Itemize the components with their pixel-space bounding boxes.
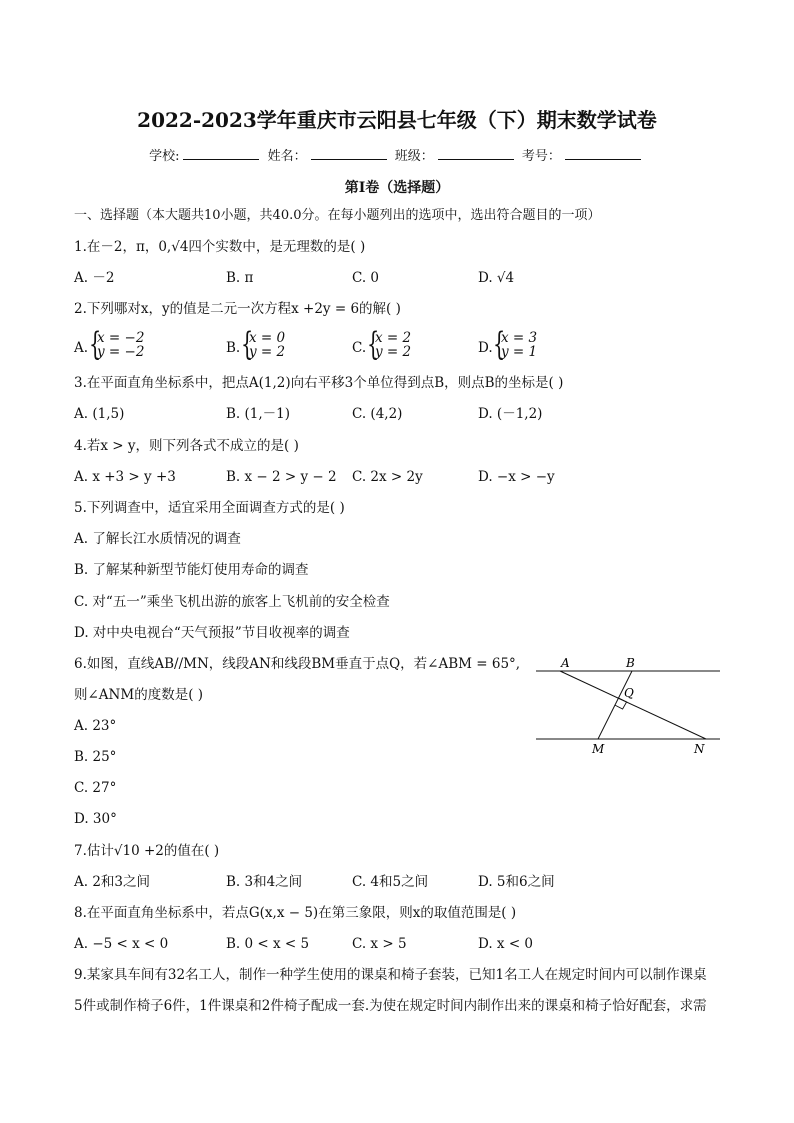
q2-c-eq1: x = 2 xyxy=(375,330,412,346)
q2-d-label: D. xyxy=(478,340,493,356)
question-9-line2: 5件或制作椅子6件，1件课桌和2件椅子配成一套.为使在规定时间内制作出来的课桌和椅子恰好配套，求需 xyxy=(74,998,707,1014)
q8-option-d[interactable]: D. x < 0 xyxy=(478,936,534,952)
label-m: M xyxy=(592,742,605,756)
section-heading: 第Ⅰ卷（选择题） xyxy=(344,180,450,196)
q1-option-c[interactable]: C. 0 xyxy=(352,270,380,286)
part-instructions: 一、选择题（本大题共10小题，共40.0分。在每小题列出的选项中，选出符合题目的一项） xyxy=(74,208,601,223)
q8-option-a[interactable]: A. −5 < x < 0 xyxy=(74,936,169,952)
q2-c-eq2: y = 2 xyxy=(375,344,412,360)
q5-option-a[interactable]: A. 了解长江水质情况的调查 xyxy=(74,531,241,547)
q7-option-a[interactable]: A. 2和3之间 xyxy=(74,874,151,890)
q5-option-b[interactable]: B. 了解某种新型节能灯使用寿命的调查 xyxy=(74,562,309,578)
question-5-stem: 5.下列调查中，适宜采用全面调查方式的是( ) xyxy=(74,500,345,516)
q2-a-eq1: x = −2 xyxy=(97,330,145,346)
q1-option-b[interactable]: B. π xyxy=(226,270,254,286)
q2-c-label: C. xyxy=(352,340,367,356)
q1-option-d[interactable]: D. √4 xyxy=(478,270,515,286)
q7-option-b[interactable]: B. 3和4之间 xyxy=(226,874,303,890)
q2-a-label: A. xyxy=(74,340,89,356)
exam-title: 2022-2023学年重庆市云阳县七年级（下）期末数学试卷 xyxy=(137,108,657,132)
q5-option-d[interactable]: D. 对中央电视台“天气预报”节目收视率的调查 xyxy=(74,625,350,641)
q6-option-b[interactable]: B. 25° xyxy=(74,749,117,765)
question-1-stem: 1.在－2，π，0,√4四个实数中，是无理数的是( ) xyxy=(74,239,366,255)
q1-option-a[interactable]: A. －2 xyxy=(74,270,115,286)
class-label: 班级： xyxy=(394,149,434,164)
q7-option-c[interactable]: C. 4和5之间 xyxy=(352,874,429,890)
q2-b-eq2: y = 2 xyxy=(249,344,286,360)
segment-an xyxy=(560,671,706,739)
q6-option-c[interactable]: C. 27° xyxy=(74,780,117,796)
brace-icon: { xyxy=(89,325,102,363)
school-label: 学校: xyxy=(149,149,180,164)
q4-option-c[interactable]: C. 2x > 2y xyxy=(352,469,423,485)
q2-b-eq1: x = 0 xyxy=(249,330,286,346)
brace-icon: { xyxy=(493,325,506,363)
q6-option-a[interactable]: A. 23° xyxy=(74,718,117,734)
name-label: 姓名： xyxy=(267,149,307,164)
label-a: A xyxy=(561,656,570,670)
student-info-line xyxy=(0,145,794,164)
q8-option-c[interactable]: C. x > 5 xyxy=(352,936,407,952)
brace-icon: { xyxy=(367,325,380,363)
q7-option-d[interactable]: D. 5和6之间 xyxy=(478,874,555,890)
label-b: B xyxy=(626,656,635,670)
q4-option-b[interactable]: B. x − 2 > y − 2 xyxy=(226,469,337,485)
question-4-stem: 4.若x > y，则下列各式不成立的是( ) xyxy=(74,438,299,454)
q3-option-c[interactable]: C. (4,2) xyxy=(352,406,403,422)
number-blank[interactable] xyxy=(565,147,641,160)
question-3-stem: 3.在平面直角坐标系中，把点A(1,2)向右平移3个单位得到点B，则点B的坐标是( ) xyxy=(74,375,564,391)
q4-option-d[interactable]: D. −x > −y xyxy=(478,469,555,485)
q5-option-c[interactable]: C. 对“五一”乘坐飞机出游的旅客上飞机前的安全检查 xyxy=(74,594,390,610)
q3-option-a[interactable]: A. (1,5) xyxy=(74,406,125,422)
label-q: Q xyxy=(624,686,634,700)
q2-d-eq1: x = 3 xyxy=(501,330,538,346)
question-2-stem: 2.下列哪对x，y的值是二元一次方程x +2y = 6的解( ) xyxy=(74,301,401,317)
q8-option-b[interactable]: B. 0 < x < 5 xyxy=(226,936,310,952)
question-6-stem-line2: 则∠ANM的度数是( ) xyxy=(74,687,204,703)
question-8-stem: 8.在平面直角坐标系中，若点G(x,x − 5)在第三象限，则x的取值范围是( ) xyxy=(74,905,517,921)
q2-a-eq2: y = −2 xyxy=(97,344,145,360)
q3-option-b[interactable]: B. (1,－1) xyxy=(226,406,291,422)
question-7-stem: 7.估计√10 +2的值在( ) xyxy=(74,843,220,859)
brace-icon: { xyxy=(241,325,254,363)
name-blank[interactable] xyxy=(311,147,387,160)
school-blank[interactable] xyxy=(183,147,259,160)
q2-d-eq2: y = 1 xyxy=(501,344,538,360)
q3-option-d[interactable]: D. (－1,2) xyxy=(478,406,543,422)
class-blank[interactable] xyxy=(438,147,514,160)
q2-b-label: B. xyxy=(226,340,241,356)
q4-option-a[interactable]: A. x +3 > y +3 xyxy=(74,469,176,485)
question-6-stem-line1: 6.如图，直线AB//MN，线段AN和线段BM垂直于点Q，若∠ABM = 65°, xyxy=(74,656,521,672)
question-9-line1: 9.某家具车间有32名工人，制作一种学生使用的课桌和椅子套装，已知1名工人在规定时间内可以制作课桌 xyxy=(74,967,707,983)
q6-option-d[interactable]: D. 30° xyxy=(74,811,117,827)
q6-geometry-figure xyxy=(530,652,730,764)
label-n: N xyxy=(694,742,705,756)
number-label: 考号： xyxy=(521,149,561,164)
